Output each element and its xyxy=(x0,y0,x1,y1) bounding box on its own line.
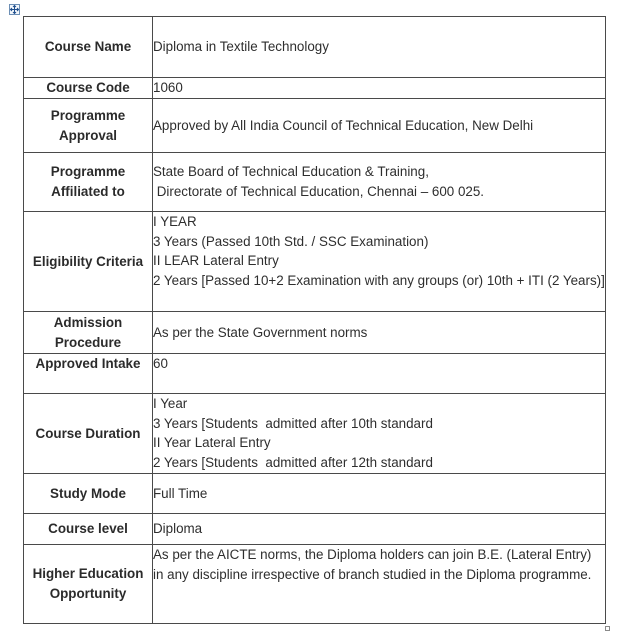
course-level-label: Course level xyxy=(24,514,153,545)
higher-education-label: Higher Education Opportunity xyxy=(24,545,153,624)
study-mode-value: Full Time xyxy=(153,474,606,514)
table-row xyxy=(24,78,606,99)
eligibility-label: Eligibility Criteria xyxy=(24,212,153,312)
programme-affiliated-label: Programme Affiliated to xyxy=(24,153,153,212)
table-row xyxy=(24,17,606,78)
duration-value xyxy=(153,394,606,474)
table-resize-handle[interactable] xyxy=(605,626,610,631)
programme-approval-label: Programme Approval xyxy=(24,99,153,153)
duration-line: 3 Years [Students admitted after 10th standard xyxy=(153,415,433,431)
intake-label: Approved Intake xyxy=(24,354,153,394)
admission-value: As per the State Government norms xyxy=(153,312,606,354)
table-row xyxy=(24,153,606,212)
table-row xyxy=(24,212,606,312)
duration-label: Course Duration xyxy=(24,394,153,474)
course-code-label: Course Code xyxy=(24,78,153,99)
duration-line: 2 Years [Students admitted after 12th standard xyxy=(153,454,433,470)
course-name-label: Course Name xyxy=(24,17,153,78)
study-mode-label: Study Mode xyxy=(24,474,153,514)
eligibility-line: I YEAR xyxy=(153,214,197,229)
eligibility-line: II LEAR Lateral Entry xyxy=(153,253,279,269)
table-row xyxy=(24,514,606,545)
eligibility-line: 3 Years (Passed 10th Std. / SSC Examination) xyxy=(153,233,429,249)
programme-affiliated-value xyxy=(153,153,606,212)
eligibility-value xyxy=(153,212,606,312)
eligibility-line: 2 Years [Passed 10+2 Examination with any groups (or) 10th + ITI (2 Years)] xyxy=(153,272,605,288)
affiliated-line: State Board of Technical Education & Training, xyxy=(153,164,429,180)
course-details-table xyxy=(23,16,606,624)
move-arrows-icon xyxy=(10,5,19,14)
course-name-value: Diploma in Textile Technology xyxy=(153,17,606,78)
affiliated-line: Directorate of Technical Education, Chennai – 600 025. xyxy=(153,184,485,199)
table-row xyxy=(24,394,606,474)
table-row xyxy=(24,545,606,624)
table-move-handle[interactable] xyxy=(9,4,20,15)
higher-education-value: As per the AICTE norms, the Diploma holders can join B.E. (Lateral Entry) in any discipline irrespective of branch studied in the Diploma programme. xyxy=(153,545,606,624)
duration-line: I Year xyxy=(153,396,188,411)
programme-approval-value: Approved by All India Council of Technical Education, New Delhi xyxy=(153,99,606,153)
course-code-value: 1060 xyxy=(153,78,606,99)
intake-value: 60 xyxy=(153,354,606,394)
table-row xyxy=(24,354,606,394)
course-level-value: Diploma xyxy=(153,514,606,545)
table-row xyxy=(24,312,606,354)
table-row xyxy=(24,99,606,153)
table-row xyxy=(24,474,606,514)
admission-label: Admission Procedure xyxy=(24,312,153,354)
duration-line: II Year Lateral Entry xyxy=(153,435,271,451)
